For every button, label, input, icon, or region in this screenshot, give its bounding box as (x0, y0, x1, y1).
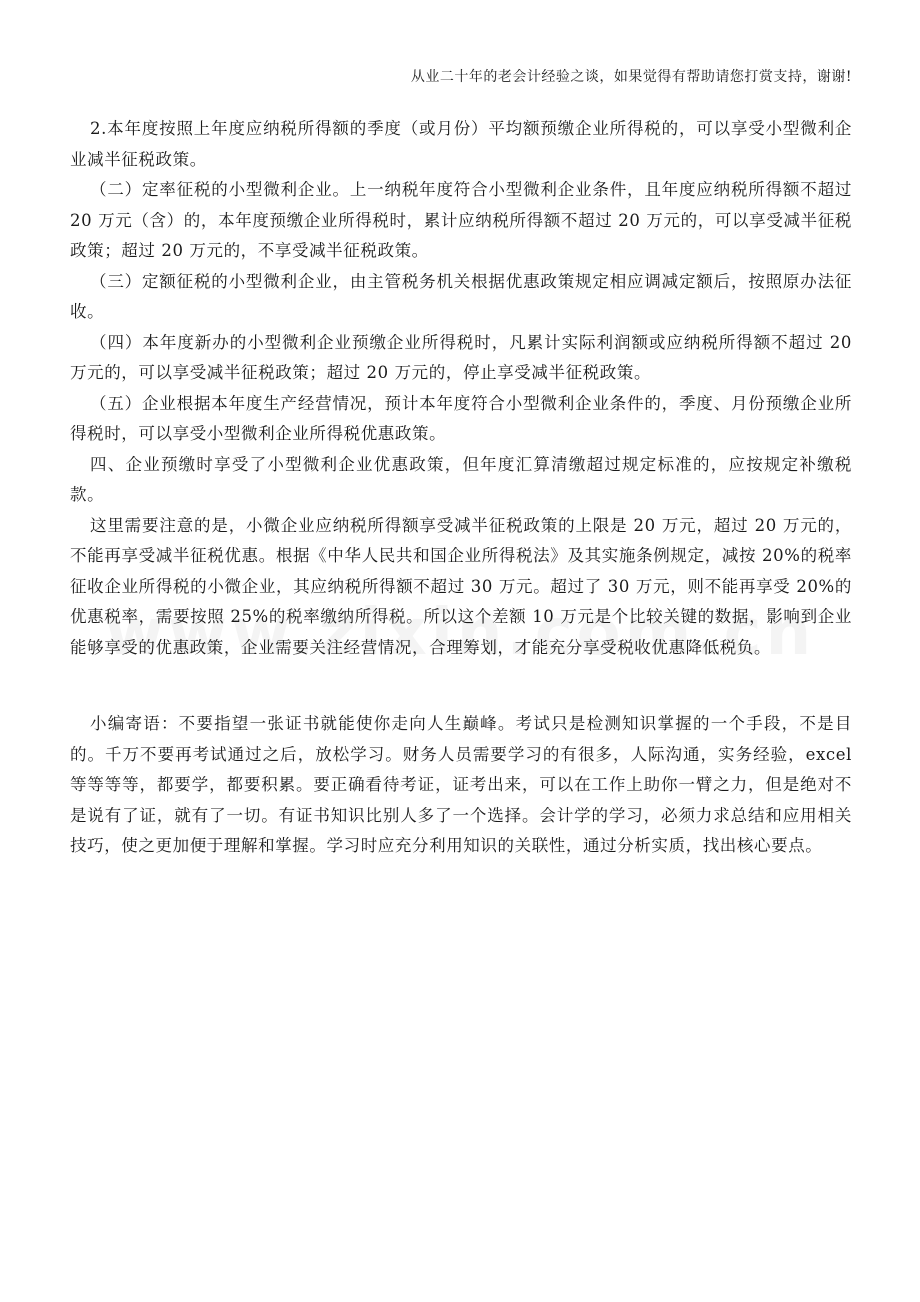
document-body (70, 114, 852, 862)
paragraph-editor-message: 小编寄语：不要指望一张证书就能使你走向人生巅峰。考试只是检测知识掌握的一个手段，不是目的。千万不要再考试通过之后，放松学习。财务人员需要学习的有很多，人际沟通，实务经验，excel 等等等等，都要学，都要积累。要正确看待考证，证考出来，可以在工作上助你一臂之力，但是绝对不是说有了证，就有了一切。有证书知识比别人多了一个选择。会计学的学习，必须力求总结和应用相关技巧，使之更加便于理解和掌握。学习时应充分利用知识的关联性，通过分析实质，找出核心要点。 (70, 714, 852, 855)
paragraph-new-enterprise: （四）本年度新办的小型微利企业预缴企业所得税时，凡累计实际利润额或应纳税所得额不超过 20 万元的，可以享受减半征税政策；超过 20 万元的，停止享受减半征税政策。 (70, 332, 852, 382)
paragraph-prepay-quarterly: 2.本年度按照上年度应纳税所得额的季度（或月份）平均额预缴企业所得税的，可以享受小型微利企业减半征税政策。 (70, 119, 852, 169)
paragraph-fixed-amount: （三）定额征税的小型微利企业，由主管税务机关根据优惠政策规定相应调减定额后，按照原办法征收。 (70, 271, 852, 321)
paragraph-section-four: 四、企业预缴时享受了小型微利企业优惠政策，但年度汇算清缴超过规定标准的，应按规定补缴税款。 (70, 454, 852, 504)
paragraph-note: 这里需要注意的是，小微企业应纳税所得额享受减半征税政策的上限是 20 万元，超过 20 万元的，不能再享受减半征税优惠。根据《中华人民共和国企业所得税法》及其实施条例规定，减按 20%的税率征收企业所得税的小微企业，其应纳税所得额不超过 30 万元。超过了 30 万元，则不能再享受 20%的优惠税率，需要按照 25%的税率缴纳所得税。所以这个差额 10 万元是个比较关键的数据，影响到企业能够享受的优惠政策，企业需要关注经营情况，合理筹划，才能充分享受税收优惠降低税负。 (70, 515, 852, 657)
spacer (70, 663, 852, 709)
paragraph-forecast: （五）企业根据本年度生产经营情况，预计本年度符合小型微利企业条件的，季度、月份预缴企业所得税时，可以享受小型微利企业所得税优惠政策。 (70, 393, 852, 443)
paragraph-fixed-rate: （二）定率征税的小型微利企业。上一纳税年度符合小型微利企业条件，且年度应纳税所得额不超过 20 万元（含）的，本年度预缴企业所得税时，累计应纳税所得额不超过 20 万元的，可以享受减半征税政策；超过 20 万元的，不享受减半征税政策。 (70, 180, 852, 260)
header-note: 从业二十年的老会计经验之谈，如果觉得有帮助请您打赏支持，谢谢! (410, 69, 852, 85)
